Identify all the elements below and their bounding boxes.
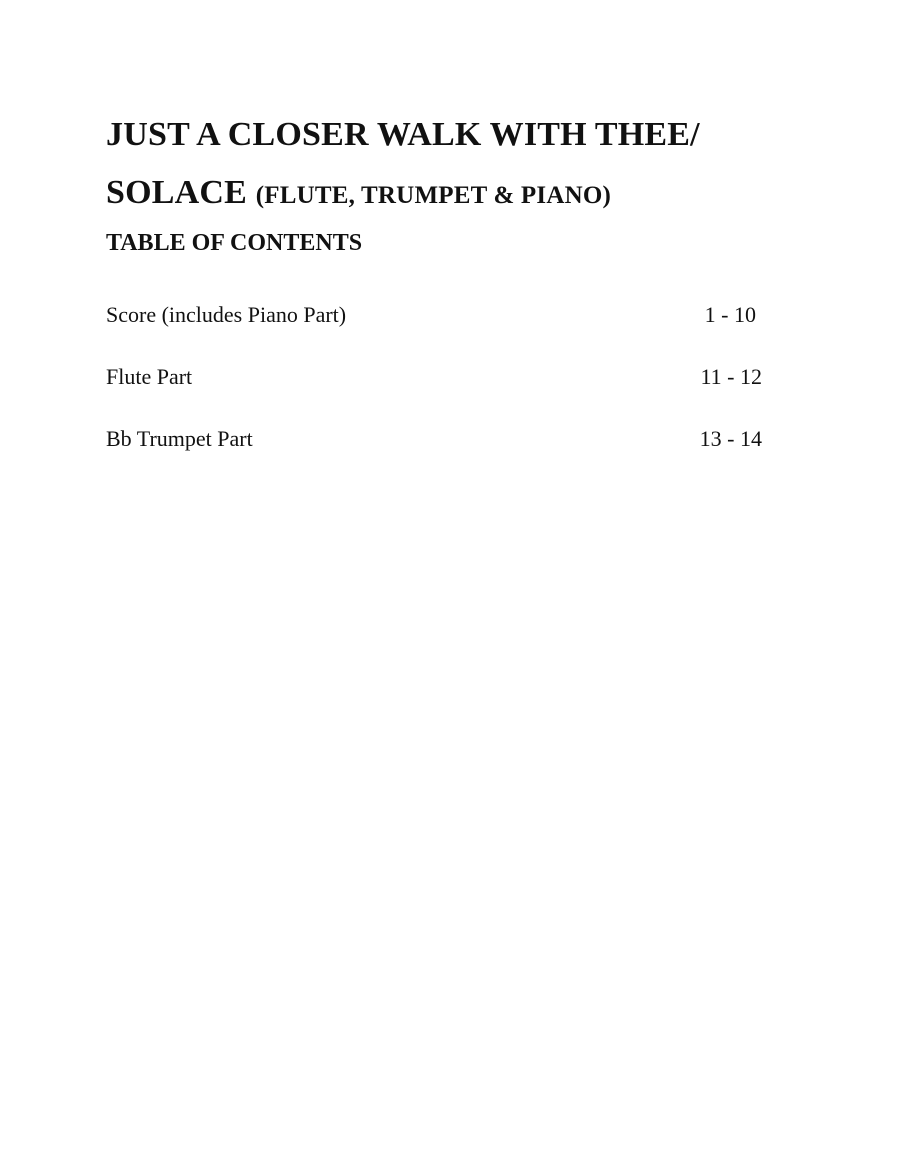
document-title [106, 106, 846, 225]
toc-entry-label: Score (includes Piano Part) [106, 302, 347, 327]
toc-heading: TABLE OF CONTENTS [106, 230, 363, 256]
title-main: SOLACE [106, 174, 248, 211]
toc-entry-flute [106, 362, 762, 392]
title-line-1: JUST A CLOSER WALK WITH THEE/ [106, 116, 700, 153]
title-instrumentation: (FLUTE, TRUMPET & PIANO) [255, 182, 612, 209]
toc-entry-trumpet [106, 424, 762, 454]
toc-entry-score [106, 300, 762, 330]
toc-entry-pages: 11 - 12 [700, 364, 762, 389]
title-line-2 [106, 164, 846, 225]
toc-entry-label: Bb Trumpet Part [106, 426, 253, 451]
toc-entry-pages: 1 - 10 [704, 302, 756, 327]
toc-entry-pages: 13 - 14 [699, 426, 762, 451]
toc-entry-label: Flute Part [106, 364, 193, 389]
